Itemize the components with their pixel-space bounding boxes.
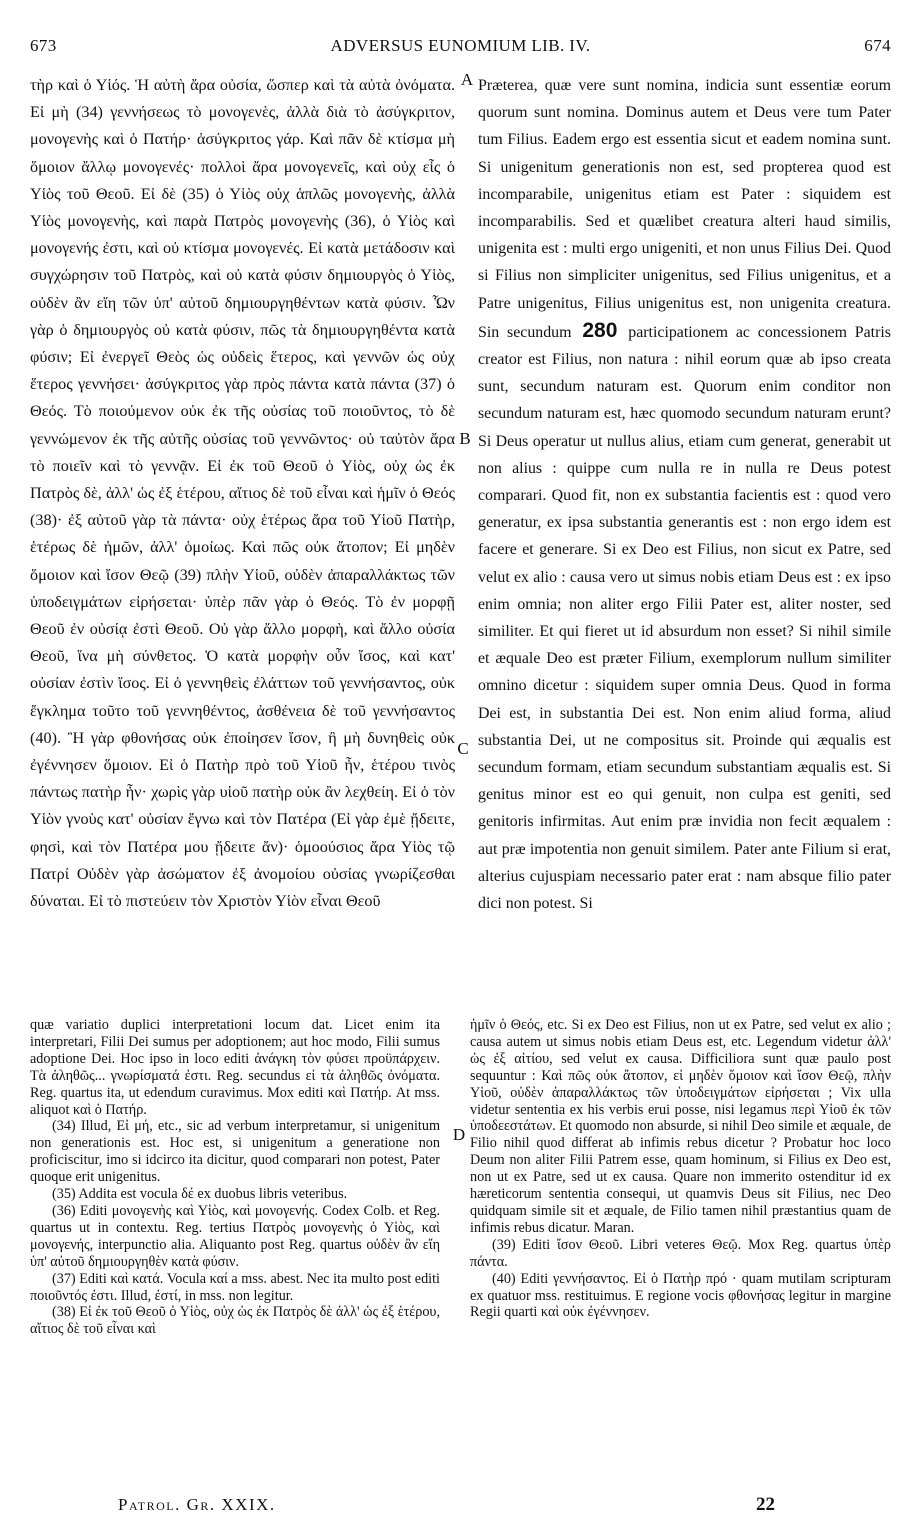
margin-marker-a: A (460, 70, 474, 89)
marginal-page-number: 280 (582, 318, 618, 342)
latin-text-part1: Præterea, quæ vere sunt nomina, indicia sunt essentiæ eorum quorum sunt nomina. Dominus autem et Deus vere tum Pater tum Filius. Eadem ergo est essentia sicut et eadem nomina sunt. Si unigenitum generationis non est, sed propterea quod est incomparabile, unigenitus etiam est Pater : siquidem est incomparabilis. Sed et quælibet creatura alteri haud similis, unigenita est : multi ergo unigeniti, et non unus Filius Dei. Quod si Filius non simpliciter unigenitus, sed Filius unigenitus, et a Patre unigenitus, Filius unigenitus est, non unigenita creatura. Sin secundum (478, 77, 891, 341)
footnotes-left-column (30, 1017, 440, 1485)
footnote-paragraph: quæ variatio duplici interpretationi locum dat. Licet enim ita interpretari, Filii Dei sumus per adoptionem; aut hoc modo, Filii sumus adoptione Dei. Hoc ipso in loco editi ἀνάγκη τὸν φύσει προϋπάρχειν. Τὰ ἀληθῶς... γνωρίσματά ἐστι. Reg. secundus εἰ τὰ ἀληθῶς ὀνόματα. Reg. quartus ita, ut edendum curavimus. Mox editi καὶ Πατήρ. At mss. aliquot καὶ ὁ Πατήρ. (30, 1017, 440, 1118)
page-number-left: 673 (30, 36, 57, 55)
footnote-34: (34) Illud, Εἰ μή, etc., sic ad verbum interpretamur, si unigenitum non generationis est. Hoc est, si unigenitum a generatione non proficiscitur, imo si idcirco ita dicitur, quod comparari non potest, Pater quoque erit unigenitus. (30, 1118, 440, 1186)
page-number-right: 674 (864, 36, 891, 55)
latin-text-part2: participationem ac concessionem Patris creator est Filius, non natura : nihil eorum quæ ab ipso creata sunt, secundum naturam est. Quorum enim conditor non secundum naturam est, hæc quomodo secundum naturam erunt? Si Deus operatur ut nullus alius, etiam cum generat, generabit ut non alius : quippe cum nulla re in nulla re Deus potest comparari. Quod fit, non ex substantia facientis est : quod vero generatur, ex ipsa substantia generantis est : non ergo idem est facere et generare. Si ex Deo est Filius, non sicut ex Patre, sed velut ex alio : causa vero ut simus nobis etiam Deus est : ex ipso enim omnia; non aliter ergo Filii Pater est, aliter noster, sed similiter. Et qui fieret ut id absurdum non esset? Si nihil simile et æquale Deo est præter Filium, exemplorum nullum similiter omnino dicetur : siquidem super omnia Deus. Quod in forma Dei est, in substantia Dei est. Non enim aliud forma, aliud substantia Dei, ut ne compositus sit. Proinde qui æqualis est secundum formam, etiam secundum substantiam æqualis est. Si genitus minor est eo qui genuit, non culpa est geniti, sed genitoris infirmitas. Aut enim præ invidia non fecit æqualem : aut præ impotentia non genuit similem. Pater ante Filium si erat, alterius cujuspiam necessario pater erat : nam absque filio pater dici non potest. Si (478, 323, 891, 913)
margin-marker-b: B (459, 429, 471, 448)
footnote-39: (39) Editi ἴσον Θεοῦ. Libri veteres Θεῷ. Mox Reg. quartus ὑπὲρ πάντα. (470, 1236, 891, 1270)
footer-series-label: Patrol. Gr. XXIX. (118, 1495, 276, 1514)
margin-marker-c: C (457, 739, 469, 758)
latin-text-column (478, 72, 891, 978)
footnote-38-continued: ἡμῖν ὁ Θεός, etc. Si ex Deo est Filius, non ut ex Patre, sed velut ex alio ; causa autem ut simus nobis etiam Deus est, etc. Legendum videtur ἀλλ' ὡς ἐξ αἰτίου, sed velut ex causa. Difficiliora sunt quæ paulo post sequuntur : Καὶ πῶς οὐκ ἄτοπον, εἰ μηδὲν ὅμοιον καὶ ἴσον Θεῷ, πλὴν Υἱοῦ, οὐδὲν ἀπαραλλάκτως τῶν ὑποδειγμάτων εἰρήσεται ; Vix ulla videtur sententia ex his verbis erui posse, nisi legamus περὶ Υἱοῦ ἐκ τῶν ὑποδεεστάτων. Et quomodo non absurde, si nihil Deo simile et æquale, de Filio nihil quod differat ab infimis rebus dicetur ? Probatur hoc loco Deum non aliter Filii Patrem esse, quam hominum, si Filius ex Deo est, non ut ex Patre, sed ut ex causa. Quare non immerito ostenditur id ex hæreticorum sententia consequi, ut quamvis Deus sit Filius, nec Deo quidquam simile sit et æquale, de Filio tamen nihil præstantius quam de infimis rebus dicatur. Maran. (470, 1017, 891, 1236)
footer-signature-number: 22 (756, 1494, 775, 1515)
running-title: ADVERSUS EUNOMIUM LIB. IV. (330, 36, 591, 55)
notes-separator (30, 990, 891, 991)
footnotes-right-column (470, 1017, 891, 1457)
footnote-35: (35) Addita est vocula δέ ex duobus libris veteribus. (52, 1186, 348, 1203)
footnote-40: (40) Editi γεννήσαντος. Εἰ ὁ Πατὴρ πρό · quam mutilam scripturam ex quatuor mss. restituimus. E regione vocis φθονήσας legitur in margine Regii quarti καὶ οὐκ ἐγέννησεν. (470, 1270, 891, 1321)
running-header (30, 36, 891, 60)
footnote-36: (36) Editi μονογενὴς καὶ Υἱὸς, καὶ μονογενής. Codex Colb. et Reg. quartus ut in contextu. Reg. tertius Πατρὸς μονογενὴς ὁ Υἱὸς, καὶ μονογενής, interpunctio alia. Aliquanto post Reg. quartus οὐδὲν ἂν εἴη ὑπ' αὐτοῦ δημιουργηθὲν κατὰ φύσιν. (30, 1202, 440, 1270)
footnote-38: (38) Εἰ ἐκ τοῦ Θεοῦ ὁ Υἱὸς, οὐχ ὡς ἐκ Πατρὸς δὲ ἀλλ' ὡς ἐξ ἑτέρου, αἴτιος δὲ τοῦ εἶναι καὶ (30, 1304, 440, 1338)
footnote-37: (37) Editi καὶ κατά. Vocula καί a mss. abest. Nec ita multo post editi ποιοῦντός ἐστι. Illud, ἐστί, in mss. non legitur. (30, 1270, 440, 1304)
greek-text-column: τὴρ καὶ ὁ Υἱός. Ἡ αὐτὴ ἄρα οὐσία, ὥσπερ καὶ τὰ αὐτὰ ὀνόματα. Εἰ μὴ (34) γεννήσεως τὸ μονογενὲς, ἀλλὰ διὰ τὸ ἀσύγκριτον, μονογενὴς καὶ ὁ Πατήρ· ἀσύγκριτος γάρ. Καὶ πᾶν δὲ κτίσμα μὴ ὅμοιον ἄλλῳ μονογενές· πολλοὶ ἄρα μονογενεῖς, καὶ οὐχ εἷς ὁ Υἱὸς τοῦ Θεοῦ. Εἰ δὲ (35) ὁ Υἱὸς οὐχ ἁπλῶς μονογενὴς, ἀλλὰ Υἱὸς μονογενὴς, καὶ παρὰ Πατρὸς μονογενὴς (36), ὁ Υἱὸς καὶ μονογενής ἐστι, καὶ οὐ κτίσμα μονογενές. Εἰ κατὰ μετάδοσιν καὶ συγχώρησιν τοῦ Πατρὸς, καὶ οὐ κατὰ φύσιν δημιουργὸς ὁ Υἱὸς, οὐδὲν ἂν εἴη τῶν ὑπ' αὐτοῦ δημιουργηθέντων κατὰ φύσιν. Ὧν γὰρ ὁ δημιουργὸς οὐ κατὰ φύσιν, πῶς τὰ δημιουργηθέντα κατὰ φύσιν; Εἰ ἐνεργεῖ Θεὸς ὡς οὐδεὶς ἕτερος, καὶ γεννῶν ὡς οὐχ ἕτερος γεννήσει· ἀσύγκριτος γὰρ πρὸς πάντα κατὰ πάντα (37) ὁ Θεός. Τὸ ποιούμενον οὐκ ἐκ τῆς οὐσίας τοῦ ποιοῦντος, τὸ δὲ γεννώμενον ἐκ τῆς αὐτῆς οὐσίας τοῦ γεννῶντος· οὐ ταὐτὸν ἄρα τὸ ποιεῖν καὶ τὸ γεννᾷν. Εἰ ἐκ τοῦ Θεοῦ ὁ Υἱὸς, οὐχ ὡς ἐκ Πατρὸς δὲ, ἀλλ' ὡς ἐξ ἑτέρου, αἴτιος δὲ τοῦ εἶναι καὶ ἡμῖν ὁ Θεός (38)· ἐξ αὐτοῦ γὰρ τὰ πάντα· οὐχ ἑτέρως ἄρα τοῦ Υἱοῦ Πατὴρ, ἑτέρως δὲ ἡμῶν, ἀλλ' ὁμοίως. Καὶ πῶς οὐκ ἄτοπον; Εἰ μηδὲν ὅμοιον καὶ ἴσον Θεῷ (39) πλὴν Υἱοῦ, οὐδὲν ἀπαραλλάκτως τῶν ὑποδειγμάτων εἰρήσεται· ὑπὲρ πᾶν γὰρ ὁ Θεός. Τὸ ἐν μορφῇ Θεοῦ ἐν οὐσίᾳ ἐστὶ Θεοῦ. Οὐ γὰρ ἄλλο μορφὴ, καὶ ἄλλο οὐσία Θεοῦ, ἵνα μὴ σύνθετος. Ὁ κατὰ μορφὴν οὖν ἴσος, καὶ κατ' οὐσίαν ἐστὶν ἴσος. Εἰ ὁ γεννηθεὶς ἐλάττων τοῦ γεννήσαντος, οὐκ ἔγκλημα τοῦτο τοῦ γεννηθέντος, ἀσθένεια δὲ τοῦ γεννήσαντος (40). Ἢ γὰρ φθονήσας οὐκ ἐποίησεν ἴσον, ἢ μὴ δυνηθεὶς οὐκ ἐγέννησεν ὅμοιον. Εἰ ὁ Πατὴρ πρὸ τοῦ Υἱοῦ ἦν, ἑτέρου τινὸς πάντως πατὴρ ἦν· χωρὶς γὰρ υἱοῦ πατὴρ οὐκ ἂν λεχθείη. Εἰ ὁ τὸν Υἱὸν γνοὺς κατ' οὐσίαν ἔγνω καὶ τὸν Πατέρα (Εἰ γὰρ ἐμὲ ᾔδειτε, φησὶ, καὶ τὸν Πατέρα μου ᾔδειτε ἄν)· ὁμοούσιος ἄρα Υἱὸς τῷ Πατρί Οὐδὲν γὰρ ἀσώματον ἐξ ἀνομοίου οὐσίας γνωρίζεσθαι δύναται. Εἰ τὸ πιστεύειν τὸν Χριστὸν Υἱὸν εἶναι Θεοῦ (30, 76, 455, 911)
margin-marker-d: D (452, 1125, 466, 1144)
